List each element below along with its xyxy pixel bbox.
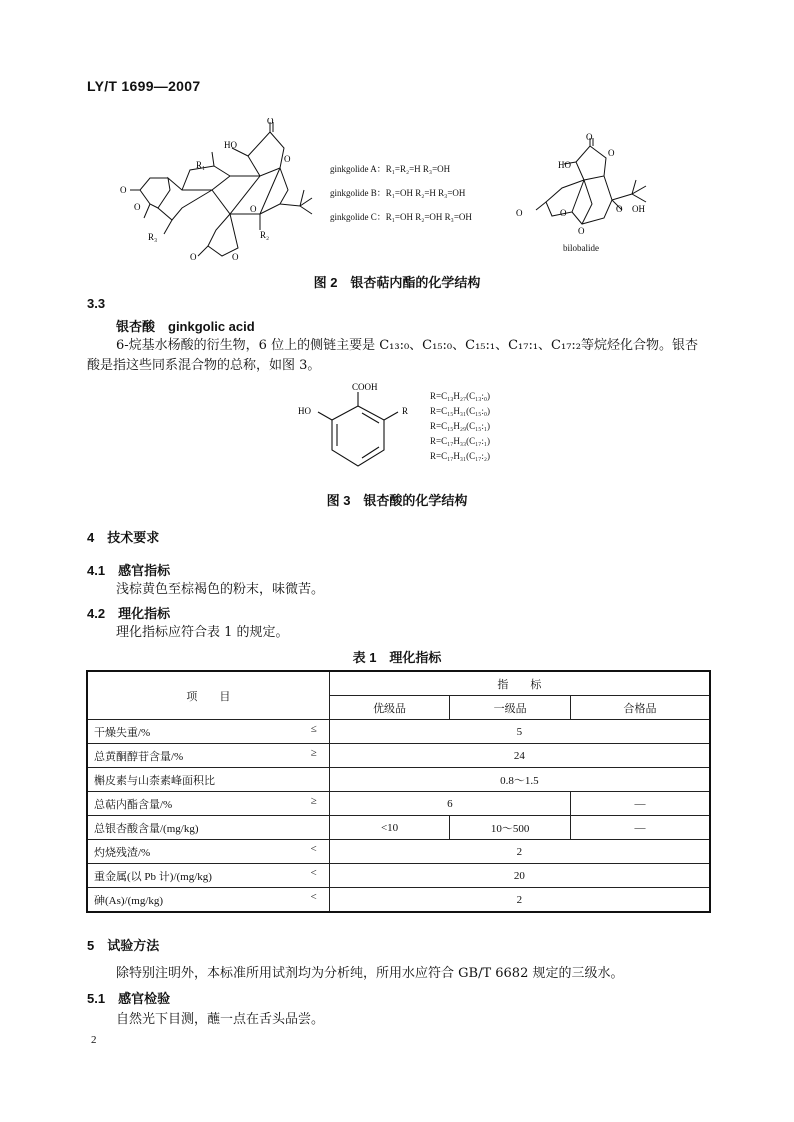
row-value: 6: [329, 792, 570, 816]
section41-text: 浅棕黄色至棕褐色的粉末，味微苦。: [116, 582, 325, 597]
definition-line: 6-烷基水杨酸的衍生物，6 位上的侧链主要是 C₁₃:₀、C₁₅:₀、C₁₅:₁、C₁₇:₁、C₁₇:₂等烷烃化合物。银杏: [116, 338, 699, 353]
header-grade: 优级品: [329, 696, 450, 720]
r3-label: R₃: [148, 232, 158, 242]
item-label: 灼烧残渣/%: [94, 846, 151, 859]
oxygen-label: O: [250, 204, 257, 214]
r-group-item: R=C₁₇H₃₃(C₁₇:₁): [430, 436, 491, 446]
item-label: 砷(As)/(mg/kg): [94, 894, 164, 907]
section41-title: 4.1 感官指标: [87, 563, 171, 578]
table-row: [87, 768, 710, 792]
operator: <: [310, 891, 317, 903]
row-item: [87, 816, 329, 840]
row-value: 20: [329, 864, 710, 888]
section42-title: 4.2 理化指标: [87, 606, 171, 621]
row-value: 2: [329, 888, 710, 913]
physicochemical-table: [86, 670, 711, 913]
oxygen-label: O: [134, 202, 141, 212]
header-item: 项 目: [87, 671, 329, 720]
header-index: 指 标: [329, 671, 710, 696]
page-number: 2: [91, 1034, 97, 1046]
oh-label: OH: [632, 204, 645, 214]
operator: <: [310, 867, 317, 879]
ho-label: HO: [224, 140, 237, 150]
table1-caption: 表 1 理化指标: [352, 650, 442, 665]
r-group-item: R=C₁₃H₂₇(C₁₃:₀): [430, 391, 491, 401]
legend-ginkgolide-c: ginkgolide C：R₁=OH R₂=OH R₃=OH: [330, 212, 472, 222]
row-value: <10: [329, 816, 450, 840]
r-group-item: R=C₁₅H₃₁(C₁₅:₀): [430, 406, 491, 416]
header-grade: 合格品: [570, 696, 710, 720]
oxygen-label: O: [560, 208, 567, 218]
bilobalide-structure: [512, 132, 672, 242]
oxygen-label: O: [120, 185, 127, 195]
table-row: [87, 816, 710, 840]
item-label: 总黄酮醇苷含量/%: [94, 750, 184, 763]
document-code: LY/T 1699—2007: [87, 78, 201, 94]
oxygen-label: O: [578, 226, 585, 236]
section4-title: 4 技术要求: [87, 530, 160, 545]
row-value: 2: [329, 840, 710, 864]
operator: ≥: [310, 795, 317, 807]
r-label: R: [402, 406, 409, 416]
row-item: [87, 744, 329, 768]
figure3-caption: 图 3 银杏酸的化学结构: [326, 493, 468, 508]
ginkgolide-structure: [120, 118, 330, 268]
item-label: 总萜内酯含量/%: [94, 798, 173, 811]
section5-intro: 除特别注明外，本标准所用试剂均为分析纯，所用水应符合 GB/T 6682 规定的三级水。: [116, 966, 624, 981]
table-row: [87, 840, 710, 864]
figure2-caption: 图 2 银杏萜内酯的化学结构: [313, 275, 481, 290]
oxygen-label: O: [516, 208, 523, 218]
oxygen-label: O: [284, 154, 291, 164]
section51-text: 自然光下目测，蘸一点在舌头品尝。: [116, 1012, 325, 1027]
section-number: 3.3: [87, 296, 106, 311]
row-item: [87, 768, 329, 792]
legend-ginkgolide-b: ginkgolide B：R₁=OH R₂=H R₃=OH: [330, 188, 466, 198]
item-label: 重金属(以 Pb 计)/(mg/kg): [94, 870, 212, 883]
r-group-item: R=C₁₅H₂₉(C₁₅:₁): [430, 421, 491, 431]
section42-text: 理化指标应符合表 1 的规定。: [116, 625, 289, 640]
table-row: [87, 744, 710, 768]
legend-ginkgolide-a: ginkgolide A：R₁=R₂=H R₃=OH: [330, 164, 451, 174]
operator: ≥: [310, 747, 317, 759]
item-label: 干燥失重/%: [94, 726, 151, 739]
oxygen-label: O: [608, 148, 615, 158]
table-header-row: [87, 671, 710, 696]
row-item: [87, 840, 329, 864]
header-grade: 一级品: [450, 696, 571, 720]
oxygen-label: O: [267, 118, 274, 126]
oxygen-label: O: [616, 204, 623, 214]
ho-label: HO: [298, 406, 311, 416]
r-group-item: R=C₁₇H₃₁(C₁₇:₂): [430, 451, 491, 461]
oxygen-label: O: [232, 252, 239, 262]
item-label: 总银杏酸含量/(mg/kg): [94, 822, 199, 835]
table-row: [87, 888, 710, 913]
row-item: [87, 792, 329, 816]
item-label: 槲皮素与山柰素峰面积比: [94, 774, 215, 787]
r-group-list: [430, 389, 490, 464]
section5-title: 5 试验方法: [87, 938, 160, 953]
cooh-label: COOH: [352, 382, 378, 392]
row-value: 24: [329, 744, 710, 768]
table-row: [87, 864, 710, 888]
term-title: 银杏酸 ginkgolic acid: [116, 319, 255, 334]
bilobalide-label: bilobalide: [563, 243, 599, 253]
row-value: —: [570, 816, 710, 840]
row-item: [87, 864, 329, 888]
oxygen-label: O: [190, 252, 197, 262]
table-row: [87, 792, 710, 816]
section51-title: 5.1 感官检验: [87, 991, 171, 1006]
definition-line: 酸是指这些同系混合物的总称，如图 3。: [87, 358, 321, 373]
ho-label: HO: [558, 160, 571, 170]
operator: <: [310, 843, 317, 855]
row-item: [87, 888, 329, 913]
r2-label: R₂: [260, 230, 270, 240]
oxygen-label: O: [586, 132, 593, 142]
row-item: [87, 720, 329, 744]
ginkgolic-acid-structure: [290, 380, 420, 485]
row-value: 5: [329, 720, 710, 744]
operator: ≤: [310, 723, 317, 735]
row-value: 0.8～1.5: [329, 768, 710, 792]
row-value: 10～500: [450, 816, 571, 840]
table-row: [87, 720, 710, 744]
row-value: —: [570, 792, 710, 816]
r1-label: R₁: [196, 160, 206, 170]
